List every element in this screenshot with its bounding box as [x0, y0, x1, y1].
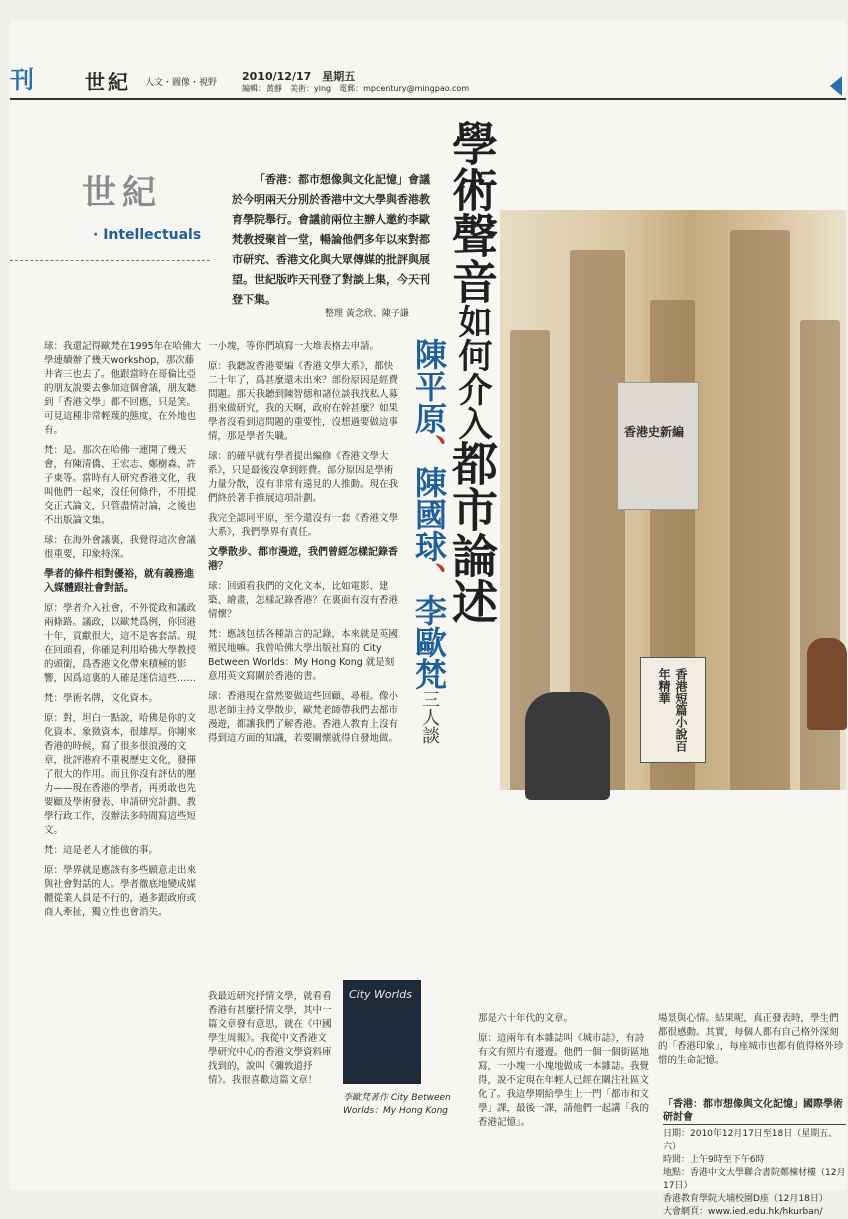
column-3 — [478, 1012, 653, 1136]
event-place-2: 香港教育學院大埔校園D座（12月18日） — [663, 1194, 828, 1204]
name-separator: 、 — [410, 434, 448, 466]
paragraph: 梵：學術名牌，文化資本。 — [44, 693, 159, 704]
headline-part-2: 如何介入 — [452, 304, 492, 440]
headline-part-3: 都市論述 — [445, 440, 499, 624]
speaker-1: 陳平原 — [410, 338, 448, 434]
paragraph: 那是六十年代的文章。 — [478, 1013, 574, 1024]
dialogue-label: 三人談 — [419, 690, 440, 744]
column-1 — [44, 340, 202, 926]
column-4 — [658, 1012, 846, 1074]
editor-credit: 編輯：黃靜 美術：ying 電郵：mpcentury@mingpao.com — [242, 84, 470, 93]
event-website: 大會網頁：www.ied.edu.hk/hkurban/ — [663, 1207, 823, 1217]
book-hong-kong-history: 香港史新編 — [617, 382, 699, 510]
paragraph: 梵：應該包括各種語言的記錄，本來就是英國殖民地嘛。我曾哈佛大學出版社寫的 City Between Worlds：My Hong Kong 就是刻意用英文寫關於香港的書。 — [208, 629, 399, 682]
section-subtitle: 人文・圖像・視野 — [145, 78, 218, 88]
paragraph: 一小塊，等你們填寫一大堆表格去申請。 — [208, 341, 380, 352]
newspaper-page — [10, 20, 846, 1217]
speaker-names — [405, 338, 449, 744]
section-left-fragment: 刊 — [10, 65, 34, 94]
paragraph: 球：的確早就有學者提出編修《香港文學大系》，只是最後沒拿到經費。部分原因是學術力量分散，沒有非常有遠見的人推動。現在我們終於著手推展這項計劃。 — [208, 451, 399, 504]
column-2-lower — [208, 990, 336, 1094]
paragraph: 原：學界就是應該有多些願意走出來與社會對話的人。學者徹底地變成媒體從業人員是不行的，過多跟政府或商人牽扯，獨立性也會消失。 — [44, 865, 197, 918]
issue-date: 2010/12/17 星期五 — [242, 70, 356, 83]
page-arrow-icon — [830, 76, 842, 96]
paragraph: 梵：是。那次在哈佛一連開了幾天會，有陳清僑、王宏志、鄭樹森、許子東等。當時有人研究香港文化，我叫他們一起來，沒任何條件，不用提交正式論文，只管盡情討論，之後也不出版論文集。 — [44, 445, 197, 526]
paragraph: 梵：這是老人才能做的事。 — [44, 845, 159, 856]
subheading: 學者的條件相對優裕，就有義務進入媒體跟社會對話。 — [44, 569, 194, 594]
event-time: 時間：上午9時至下午6時 — [663, 1155, 765, 1165]
event-date: 日期：2010年12月17日至18日（星期五、六） — [663, 1129, 838, 1152]
book-short-stories: 香港短篇小說百年精華 — [640, 657, 706, 763]
book-city-worlds: City Worlds — [343, 980, 421, 1084]
book-caption: 李歐梵著作 City Between Worlds：My Hong Kong — [343, 1093, 451, 1116]
photo-child — [807, 638, 847, 730]
paragraph: 球：香港現在當然要做這些回顧、尋根。像小思老師主持文學散步，歐梵老師帶我們去都市漫遊，都讓我們了解香港。香港人教育上沒有得到這方面的知識，若要關懷就得自發地做。 — [208, 691, 399, 744]
logo-divider — [10, 260, 210, 262]
paragraph: 球：在海外會議裏，我覺得這次會議很重要，印象特深。 — [44, 535, 197, 560]
column-2 — [208, 340, 398, 752]
speaker-3: 李歐梵 — [410, 594, 448, 690]
paragraph: 原：我聽說香港要編《香港文學大系》，都快二十年了，爲甚麼還未出來？部份原因是經費問題。那天我聽到陳智德和諸位談我找私人募捐來做研究，我的天啊，政府在幹甚麼？如果學者沒看到這問題的重要性，沒想過要做這事情，那是學者失職。 — [208, 361, 399, 442]
event-place-1: 地點：香港中文大學聯合書院鄭棟材樓（12月17日） — [663, 1168, 846, 1191]
century-logo: 世紀 — [82, 173, 162, 213]
paragraph: 原：對，坦白一點說，哈佛是你的文化資本、象徵資本，很雄厚。你剛來香港的時候，寫了很多很浪漫的文章，批評港府不重視歷史文化，發揮了很大的作用。而且你沒有評估的壓力——現在香港的學者，再勇敢也先要顧及學術發表、申請研究計劃、教學行政工作，沒辦法多時間寫這些短文。 — [44, 713, 197, 836]
speaker-2: 陳國球 — [410, 466, 448, 562]
name-separator: 、 — [410, 562, 448, 594]
paragraph: 我完全認同平原，至今還沒有一套《香港文學大系》，我們學界有責任。 — [208, 513, 399, 538]
subheading: 文學散步、都市漫遊，我們曾經怎樣記錄香港？ — [208, 547, 398, 572]
paragraph: 球：我還記得歐梵在1995年在哈佛大學連續辦了幾天workshop，那次藤井省三也去了。他跟當時在哥倫比亞的朋友說要去參加這個會議，朋友聽到「香港文學」都不回應，只是笑。可見這種非常輕蔑的態度，在外地也有。 — [44, 341, 202, 436]
headline-part-1: 學術聲音 — [445, 120, 499, 304]
intellectuals-label: · Intellectuals — [93, 227, 202, 243]
event-box — [663, 1098, 846, 1219]
paragraph: 我最近研究抒情文學，就看看香港有甚麼抒情文學，其中一篇文章發有意思，就在《中國學生周報》。我從中文香港文學研究中心的香港文學資料庫找到的，說叫《彌敦道抒情》。我很喜歡這篇文章！ — [208, 991, 332, 1086]
paragraph: 場景與心情。結果呢，真正發表時，學生們都很感動。其實，每個人都有自己格外深刻的「香港印象」，每座城市也都有值得格外珍惜的生命記憶。 — [658, 1013, 844, 1066]
event-title: 「香港：都市想像與文化記憶」國際學術研討會 — [663, 1098, 846, 1125]
paragraph: 原：這兩年有本雜誌叫《城市誌》，有詩有文有照片有邊邊。他們一個一個街區地寫，一小塊一小塊地做成一本雜誌。我覺得，說不定現在年輕人已經在關注社區文化了。我這學期給學生上一門「都市和文學」課，最後一課，請他們一起講「我的香港記憶」。 — [478, 1033, 650, 1128]
section-title: 世紀 — [85, 70, 131, 94]
article-intro: 「香港：都市想像與文化記憶」會議於今明兩天分別於香港中文大學與香港教育學院舉行。會議前兩位主辦人邀約李歐梵教授聚首一堂，暢論他們多年以來對都市研究、香港文化與大眾傳媒的批評與展望。世紀版昨天刊登了對談上集，今天刊登下集。 — [232, 173, 430, 306]
masthead-rule — [10, 98, 846, 100]
paragraph: 原：學者介入社會，不外從政和議政兩條路。議政，以歐梵爲例，你回港十年，貢獻很大，這不是客套話。現在回頭看，你確是利用哈佛大學教授的頭銜，爲香港文化帶來積極的影響，因爲這裏的人確是迷信這些…… — [44, 603, 197, 684]
photo-figure — [525, 692, 610, 800]
paragraph: 球：回頭看我們的文化文本，比如電影、建築、繪畫，怎樣記錄香港？在裏面有沒有香港情懷？ — [208, 581, 399, 620]
article-byline: 整理 黃念欣、陳子謙 — [325, 309, 409, 319]
